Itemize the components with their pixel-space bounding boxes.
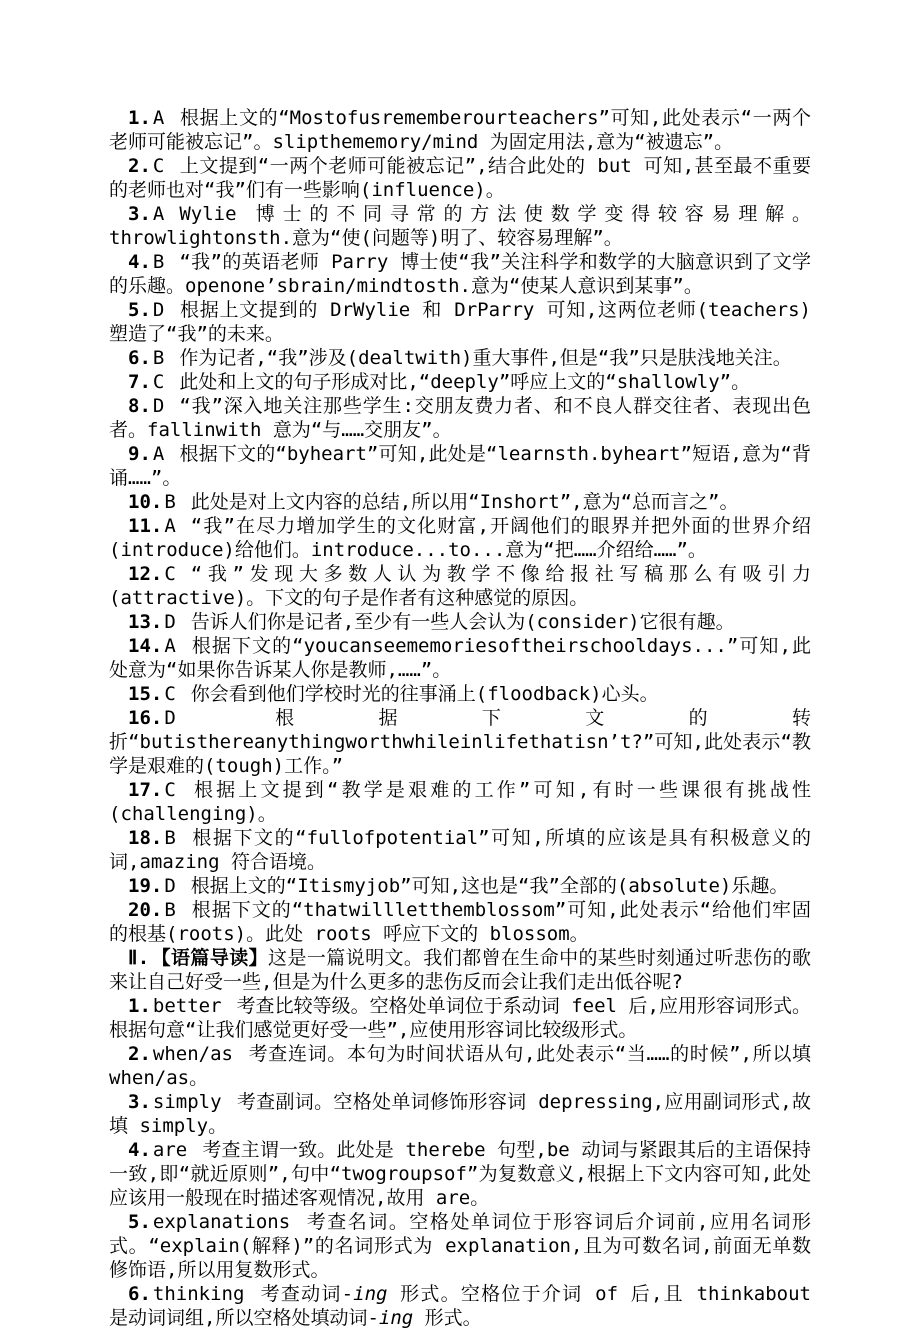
item-number: 17. [128, 779, 163, 801]
item-answer: B [164, 491, 176, 513]
item-number: 3. [128, 203, 151, 225]
explanation-paragraph [109, 490, 811, 514]
item-text-segment: “我”在尽力增加学生的文化财富,开阔他们的眼界并把外面的世界介绍(introduce)给他们。introduce...to...意为“把……介绍给……”。 [109, 515, 811, 561]
item-number: 5. [128, 299, 151, 321]
item-text [109, 707, 811, 777]
item-text-segment: 作为记者,“我”涉及(dealtwith)重大事件,但是“我”只是肤浅地关注。 [179, 347, 792, 369]
item-text-segment: 形式。空格位于介词 of 后,且 thinkabout 是动词词组,所以空格处填动词- [109, 1283, 811, 1329]
item-text [109, 563, 811, 609]
item-text-segment: 根据上文提到的 DrWylie 和 DrParry 可知,这两位老师(teachers)塑造了“我”的未来。 [109, 299, 811, 345]
item-number: 14. [128, 635, 163, 657]
item-text-segment: 告诉人们你是记者,至少有一些人会认为(consider)它很有趣。 [190, 611, 735, 633]
item-number: 4. [128, 1139, 151, 1161]
item-text-segment: 考查主谓一致。此处是 therebe 句型,be 动词与紧跟其后的主语保持一致,即“就近原则”,句中“twogroupsof”为复数意义,根据上下文内容可知,此处应该用一般现在时描述客观情况,故用 are。 [109, 1139, 811, 1209]
item-text [191, 683, 659, 705]
item-answer: C [152, 371, 165, 393]
explanation-paragraph [109, 442, 811, 490]
item-text-segment: 根据上文的“Itismyjob”可知,这也是“我”全部的(absolute)乐趣。 [190, 875, 789, 897]
item-answer: A [152, 107, 165, 129]
item-text [109, 107, 811, 153]
item-number: 9. [128, 443, 151, 465]
item-answer: A [164, 515, 176, 537]
item-answer: B [164, 899, 176, 921]
item-answer: C [164, 683, 176, 705]
item-text [109, 299, 811, 345]
item-text [109, 827, 811, 873]
item-text-segment: 考查名词。空格处单词位于形容词后介词前,应用名词形式。“explain(解释)”的名词形式为 explanation,且为可数名词,前面无单数修饰语,所以用复数形式。 [109, 1211, 811, 1281]
item-text [109, 203, 811, 249]
explanation-paragraph [109, 898, 811, 946]
item-text [191, 611, 735, 633]
item-number: 12. [128, 563, 163, 585]
explanation-paragraph [109, 202, 811, 250]
explanation-paragraph [109, 610, 811, 634]
item-text [179, 371, 750, 393]
item-text [109, 899, 811, 945]
item-number: 1. [128, 107, 151, 129]
item-text [109, 779, 811, 825]
item-text-segment: “我”深入地关注那些学生:交朋友费力者、和不良人群交往者、表现出色者。fallinwith 意为“与……交朋友”。 [109, 395, 811, 441]
item-text-segment: 根据下文的“byheart”可知,此处是“learnsth.byheart”短语,意为“背诵……”。 [109, 443, 811, 489]
item-number: 19. [128, 875, 163, 897]
item-answer: explanations [152, 1211, 291, 1233]
item-text [191, 491, 739, 513]
item-number: 8. [128, 395, 151, 417]
explanation-paragraph [109, 346, 811, 370]
item-text-segment: 考查副词。空格处单词修饰形容词 depressing,应用副词形式,故填 simply。 [109, 1091, 811, 1137]
item-text [109, 443, 811, 489]
item-text-segment: 形式。 [413, 1307, 482, 1329]
explanation-paragraph [109, 1210, 811, 1282]
item-answer: A [164, 635, 176, 657]
item-number: 4. [128, 251, 151, 273]
item-lead-bold: 【语篇导读】 [151, 947, 269, 969]
item-answer: D [164, 875, 176, 897]
item-number: 15. [128, 683, 163, 705]
item-answer: simply [152, 1091, 222, 1113]
item-answer: when/as [152, 1043, 233, 1065]
item-text-segment: 根据下文的“fullofpotential”可知,所填的应该是具有积极意义的词,amazing 符合语境。 [109, 827, 811, 873]
item-number: 20. [128, 899, 163, 921]
item-text [179, 347, 791, 369]
explanation-paragraph [109, 562, 811, 610]
explanation-paragraph [109, 1282, 811, 1330]
item-text-segment: 考查连词。本句为时间状语从句,此处表示“当……的时候”,所以填 when/as。 [109, 1043, 811, 1089]
explanation-paragraph [109, 826, 811, 874]
item-number: 5. [128, 1211, 151, 1233]
explanation-paragraph [109, 946, 811, 994]
item-text-segment: 上文提到“一两个老师可能被忘记”,结合此处的 but 可知,甚至最不重要的老师也对“我”们有一些影响(influence)。 [109, 155, 811, 201]
item-text-segment: “我”发现大多数人认为教学不像给报社写稿那么有吸引力(attractive)。下文的句子是作者有这种感觉的原因。 [109, 563, 811, 609]
item-answer: B [164, 827, 176, 849]
item-number: 7. [128, 371, 151, 393]
item-text [109, 635, 811, 681]
explanation-paragraph [109, 634, 811, 682]
explanation-paragraph [109, 778, 811, 826]
item-number: 11. [128, 515, 163, 537]
item-answer: D [164, 707, 176, 729]
item-text-segment: Wylie 博士的不同寻常的方法使数学变得较容易理解。throwlightonsth.意为“使(问题等)明了、较容易理解”。 [109, 203, 811, 249]
item-text-segment: 考查动词- [259, 1283, 354, 1305]
item-answer: D [152, 395, 165, 417]
item-number: 3. [128, 1091, 151, 1113]
explanation-paragraph [109, 994, 811, 1042]
explanation-paragraph [109, 394, 811, 442]
item-number: 6. [128, 1283, 151, 1305]
explanation-paragraph [109, 154, 811, 202]
item-text [109, 395, 811, 441]
item-answer: A [152, 203, 165, 225]
item-answer: A [152, 443, 165, 465]
answer-explanations-block [109, 106, 811, 1330]
item-number: 2. [128, 1043, 151, 1065]
item-number: 18. [128, 827, 163, 849]
item-answer: B [152, 251, 165, 273]
item-text [109, 1139, 811, 1209]
item-text-segment: 根据上文提到“教学是艰难的工作”可知,有时一些课很有挑战性(challenging)。 [109, 779, 811, 825]
explanation-paragraph [109, 1042, 811, 1090]
explanation-paragraph [109, 514, 811, 562]
explanation-paragraph [109, 1138, 811, 1210]
item-text-segment: 根据下文的“thatwillletthemblossom”可知,此处表示“给他们牢固的根基(roots)。此处 roots 呼应下文的 blossom。 [109, 899, 811, 945]
item-answer: C [164, 563, 176, 585]
explanation-paragraph [109, 1090, 811, 1138]
item-text-italic-segment: ing [378, 1307, 414, 1329]
item-text-segment: 根据上文的“Mostofusrememberourteachers”可知,此处表示“一两个老师可能被忘记”。slipthememory/mind 为固定用法,意为“被遗忘”。 [109, 107, 811, 153]
item-text-segment: 这是一篇说明文。我们都曾在生命中的某些时刻通过听悲伤的歌来让自己好受一些,但是为什么更多的悲伤反而会让我们走出低谷呢? [109, 947, 811, 993]
item-answer: D [164, 611, 176, 633]
item-answer: better [152, 995, 222, 1017]
item-text [191, 875, 789, 897]
item-text-segment: 考查比较等级。空格处单词位于系动词 feel 后,应用形容词形式。根据句意“让我们感觉更好受一些”,应使用形容词比较级形式。 [109, 995, 811, 1041]
item-number: 10. [128, 491, 163, 513]
item-text-segment: 此处是对上文内容的总结,所以用“Inshort”,意为“总而言之”。 [190, 491, 739, 513]
item-text-segment: 根据下文的转折“butisthereanythingworthwhileinlifethatisn’t?”可知,此处表示“教学是艰难的(tough)工作。” [109, 707, 811, 777]
explanation-paragraph [109, 370, 811, 394]
item-answer: C [152, 155, 165, 177]
item-text [109, 155, 811, 201]
item-answer: C [164, 779, 176, 801]
item-answer: D [152, 299, 165, 321]
item-answer: B [152, 347, 165, 369]
item-text [109, 251, 811, 297]
item-number: 6. [128, 347, 151, 369]
explanation-paragraph [109, 682, 811, 706]
item-answer: thinking [152, 1283, 245, 1305]
item-text-segment: 你会看到他们学校时光的往事涌上(floodback)心头。 [190, 683, 659, 705]
item-number: Ⅱ. [128, 947, 150, 969]
explanation-paragraph [109, 706, 811, 778]
item-number: 13. [128, 611, 163, 633]
explanation-paragraph [109, 106, 811, 154]
explanation-paragraph [109, 874, 811, 898]
item-text [109, 515, 811, 561]
item-number: 16. [128, 707, 163, 729]
explanation-paragraph [109, 250, 811, 298]
item-text-segment: 根据下文的“youcanseememoriesoftheirschooldays...”可知,此处意为“如果你告诉某人你是教师,……”。 [109, 635, 811, 681]
item-number: 2. [128, 155, 151, 177]
item-text-segment: 此处和上文的句子形成对比,“deeply”呼应上文的“shallowly”。 [179, 371, 751, 393]
item-answer: are [152, 1139, 188, 1161]
item-text-italic-segment: ing [353, 1283, 388, 1305]
explanation-paragraph [109, 298, 811, 346]
item-number: 1. [128, 995, 151, 1017]
item-text-segment: “我”的英语老师 Parry 博士使“我”关注科学和数学的大脑意识到了文学的乐趣。openone’sbrain/mindtosth.意为“使某人意识到某事”。 [109, 251, 811, 297]
